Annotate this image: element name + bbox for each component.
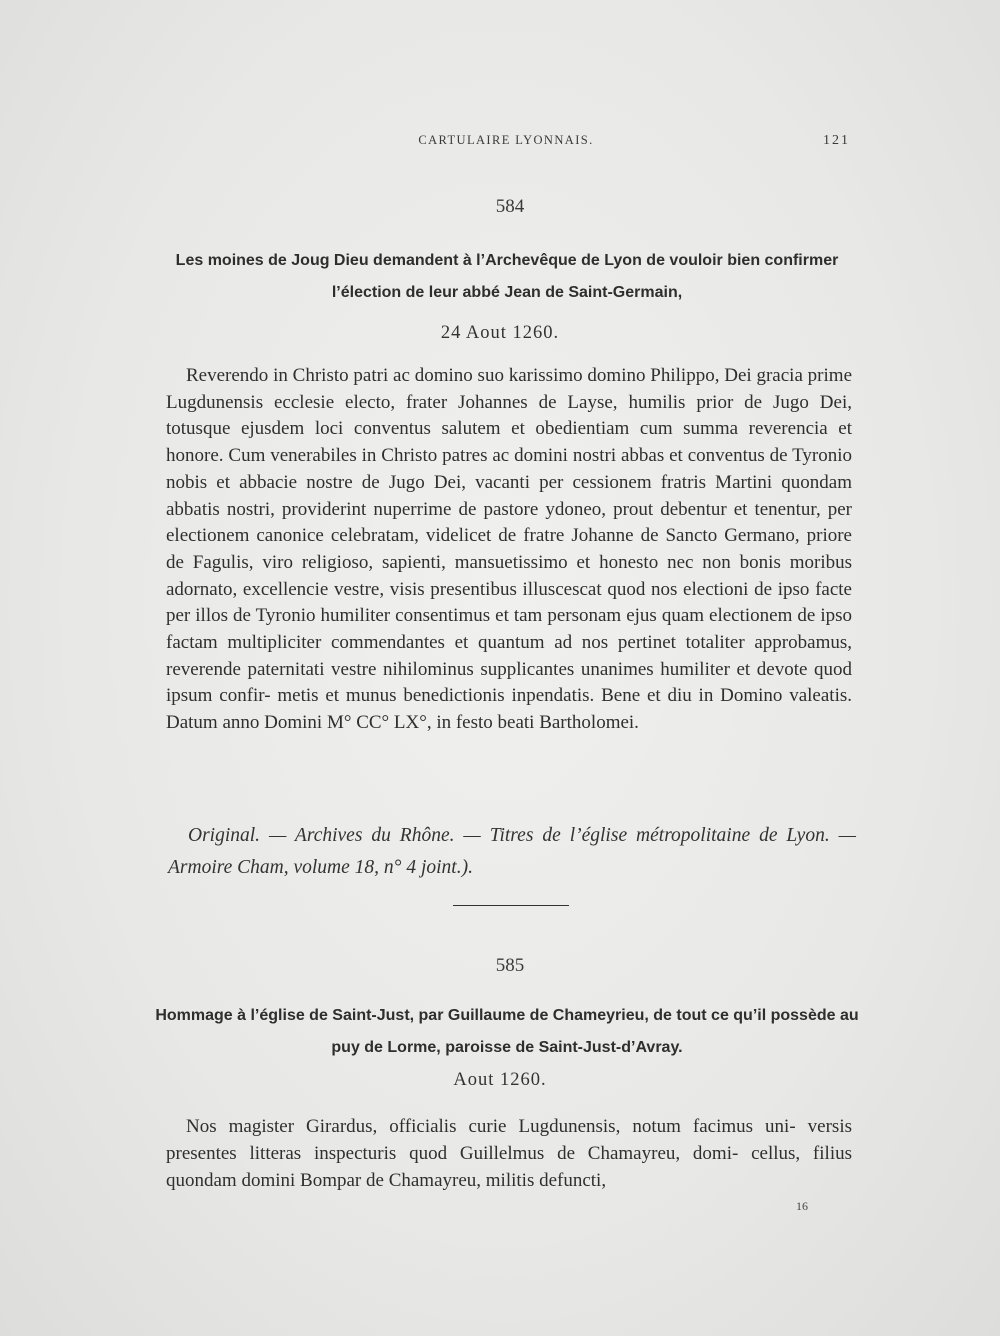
- page-number: 121: [823, 133, 850, 148]
- entry-summary: Les moines de Joug Dieu demandent à l’Archevêque de Lyon de vouloir bien confirmer l’élection de leur abbé Jean de Saint-Germain,: [175, 252, 839, 301]
- separator-rule: [453, 905, 569, 906]
- entry-number: 584: [495, 196, 525, 217]
- entry-text: Reverendo in Christo patri ac domino suo karissimo domino Philippo, Dei gracia prime Lugdunensis ecclesie electo, frater Johannes de Layse, humilis prior de Jugo Dei, totusque ejusdem loci conventus salutem et obedientiam cum summa reverencia et honore. Cum venerabiles in Christo patres ac domini nostri abbas et conventus de Tyronio nobis et abbacie nostre de Jugo Dei, vacanti per cessionem fratris Martini quondam abbatis nostri, providerint nuperrime de pastore ydoneo, prout debentur et tenentur, per electionem canonice celebratam, videlicet de fratre Johanne de Sancto Germano, priore de Fagulis, viro religioso, sapienti, mansuetissimo et honesto nec non bonis moribus adornato, excellencie vestre, visis presentibus illuscescat quod nos electioni de ipso facte per illos de Tyronio humiliter consentimus et tam personam ejus quam electionem de ipso factam multipliciter commendantes et quantum ad nos pertinet totaliter approbamus, reverende paternitati vestre nihilominus supplicantes unanimes humiliter et devote quod ipsum confir- metis et munus benedictionis inpendatis. Bene et diu in Domino valeatis. Datum anno Domini M° CC° LX°, in festo beati Bartholomei.: [166, 365, 852, 734]
- entry-summary: Hommage à l’église de Saint-Just, par Guillaume de Chameyrieu, de tout ce qu’il possède au puy de Lorme, paroisse de Saint-Just-d’Avray.: [155, 1007, 859, 1056]
- running-head: [0, 133, 1000, 153]
- signature-mark: 16: [796, 1199, 808, 1213]
- entry-number: 585: [495, 955, 525, 976]
- entry-text: Nos magister Girardus, officialis curie Lugdunensis, notum facimus uni- versis presentes litteras inspecturis quod Guillelmus de Chamayreu, domi- cellus, filius quondam domini Bompar de Chamayreu, militis defuncti,: [166, 1116, 852, 1191]
- entry-date: 24 Aout 1260.: [440, 323, 560, 343]
- running-title: CARTULAIRE LYONNAIS.: [418, 133, 594, 147]
- source-note: Original. — Archives du Rhône. — Titres de l’église métropolitaine de Lyon. — Armoire Cham, volume 18, n° 4 joint.).: [168, 825, 856, 878]
- entry-date: Aout 1260.: [453, 1070, 547, 1090]
